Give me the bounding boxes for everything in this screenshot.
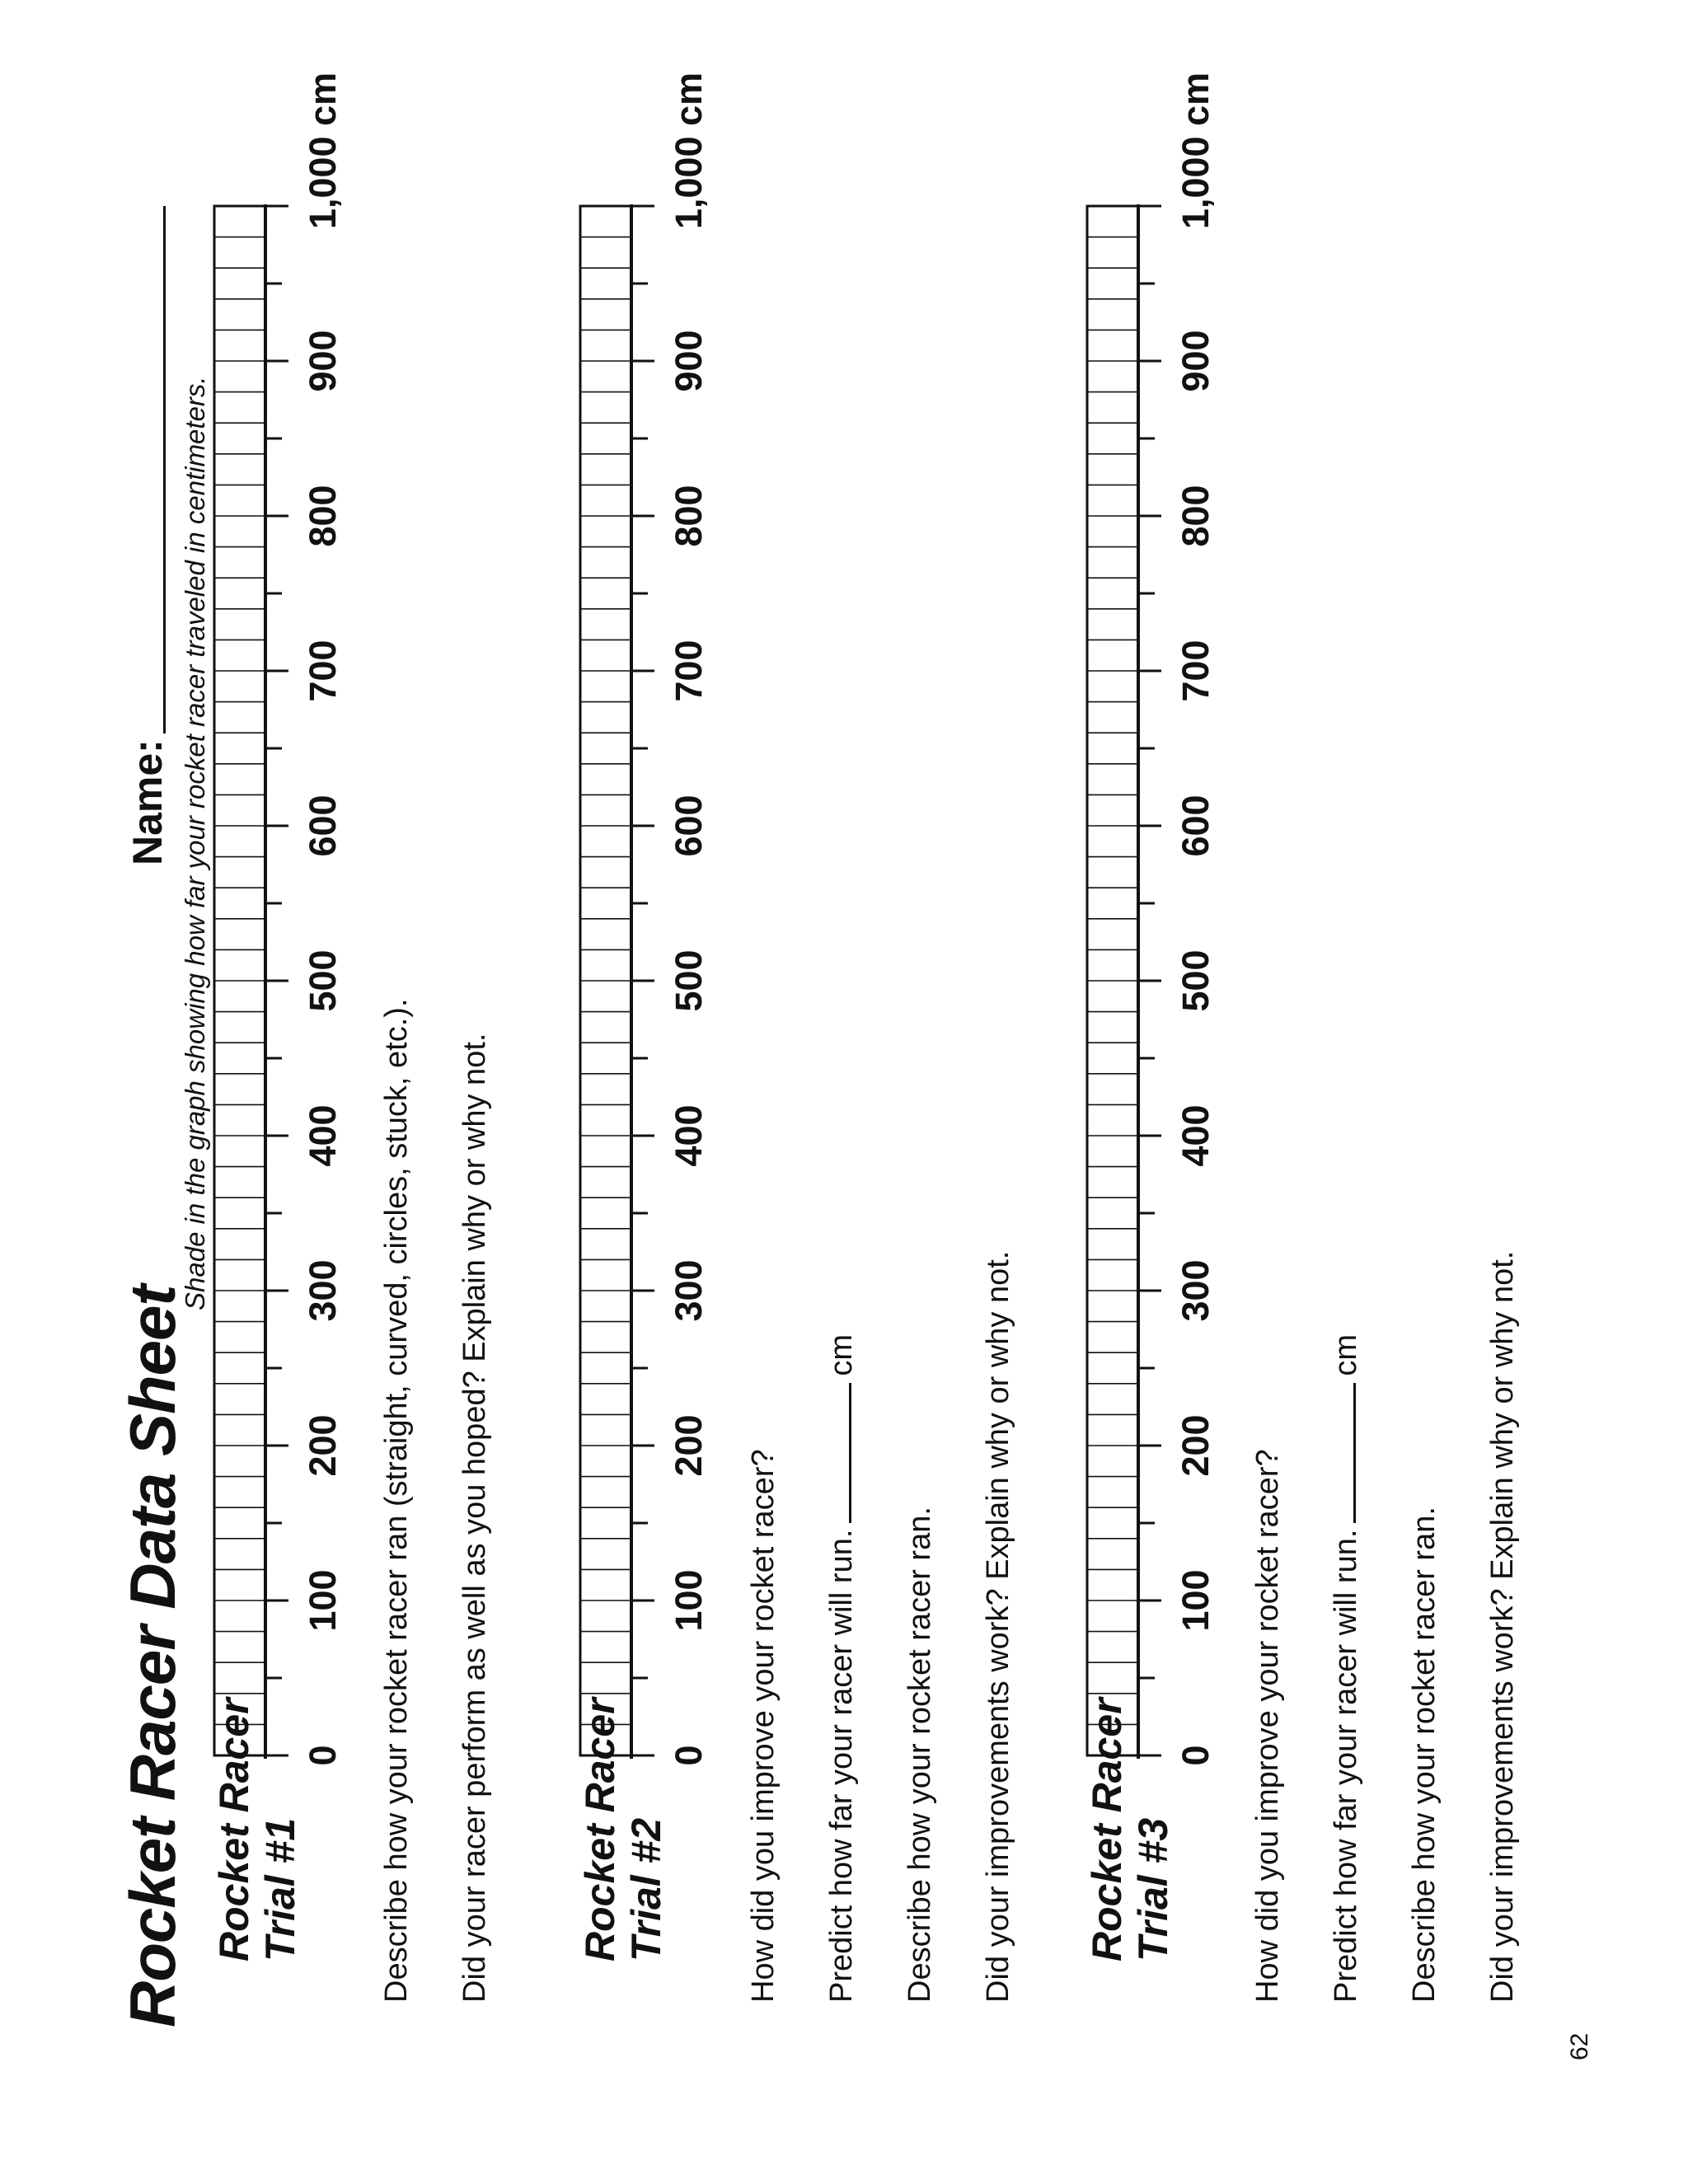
trial-3-distance-graph[interactable] (1085, 190, 1176, 1755)
scale-label: 900 (668, 330, 710, 392)
scale-label: 1,000 cm (668, 72, 710, 229)
scale-label: 200 (668, 1414, 710, 1477)
trial-2-prediction-blank[interactable] (849, 1383, 851, 1523)
scale-label: 500 (302, 949, 344, 1012)
scale-label: 400 (302, 1104, 344, 1167)
trial-1-label: Rocket Racer Trial #1 (211, 1698, 303, 1961)
scale-label: 700 (668, 640, 710, 702)
scale-label: 100 (302, 1569, 344, 1632)
scale-label: 100 (1175, 1569, 1217, 1632)
scale-label: 400 (1175, 1104, 1217, 1167)
trial-3-question-4: Did your improvements work? Explain why or why not. (1485, 1250, 1520, 2003)
scale-label: 900 (302, 330, 344, 392)
scale-label: 300 (668, 1259, 710, 1322)
scale-label: 300 (1175, 1259, 1217, 1322)
trial-1-distance-graph[interactable] (213, 190, 303, 1755)
page-number: 62 (1566, 2032, 1593, 2060)
scale-label: 500 (1175, 949, 1217, 1012)
scale-label: 800 (302, 485, 344, 547)
trial-2-question-1: How did you improve your rocket racer? (746, 1449, 781, 2003)
scale-label: 700 (1175, 640, 1217, 702)
shading-instruction: Shade in the graph showing how far your rocket racer traveled in centimeters. (180, 376, 210, 1310)
scale-label: 0 (1175, 1745, 1217, 1766)
scale-label: 400 (668, 1104, 710, 1167)
scale-label: 300 (302, 1259, 344, 1322)
scale-label: 1,000 cm (302, 72, 344, 229)
scale-label: 200 (302, 1414, 344, 1477)
trial-2-distance-graph[interactable] (579, 190, 669, 1755)
scale-label: 900 (1175, 330, 1217, 392)
trial-2-question-2: Predict how far your racer will run.cm (824, 1333, 859, 2003)
scale-label: 600 (668, 794, 710, 857)
trial-3-prediction-blank[interactable] (1353, 1383, 1356, 1523)
trial-3-question-1: How did you improve your rocket racer? (1250, 1449, 1285, 2003)
trial-2-question-3: Describe how your rocket racer ran. (903, 1507, 937, 2003)
trial-3-question-3: Describe how your rocket racer ran. (1407, 1507, 1442, 2003)
scale-label: 600 (302, 794, 344, 857)
trial-1-question-1: Describe how your rocket racer ran (straight, curved, circles, stuck, etc.). (379, 998, 414, 2003)
scale-label: 600 (1175, 794, 1217, 857)
scale-label: 100 (668, 1569, 710, 1632)
scale-label: 0 (302, 1745, 344, 1766)
name-field[interactable] (163, 206, 166, 733)
trial-1-question-2: Did your racer perform as well as you hoped? Explain why or why not. (457, 1033, 492, 2003)
scale-label: 200 (1175, 1414, 1217, 1477)
trial-3-question-2: Predict how far your racer will run.cm (1329, 1333, 1363, 2003)
trial-3-label: Rocket Racer Trial #3 (1084, 1698, 1176, 1961)
scale-label: 1,000 cm (1175, 72, 1217, 229)
scale-label: 700 (302, 640, 344, 702)
trial-2-question-4: Did your improvements work? Explain why or why not. (981, 1250, 1015, 2003)
scale-label: 800 (668, 485, 710, 547)
trial-2-label: Rocket Racer Trial #2 (577, 1698, 669, 1961)
scale-label: 500 (668, 949, 710, 1012)
name-label: Name: (124, 739, 171, 865)
scale-label: 800 (1175, 485, 1217, 547)
page-title: Rocket Racer Data Sheet (116, 1285, 189, 2027)
scale-label: 0 (668, 1745, 710, 1766)
